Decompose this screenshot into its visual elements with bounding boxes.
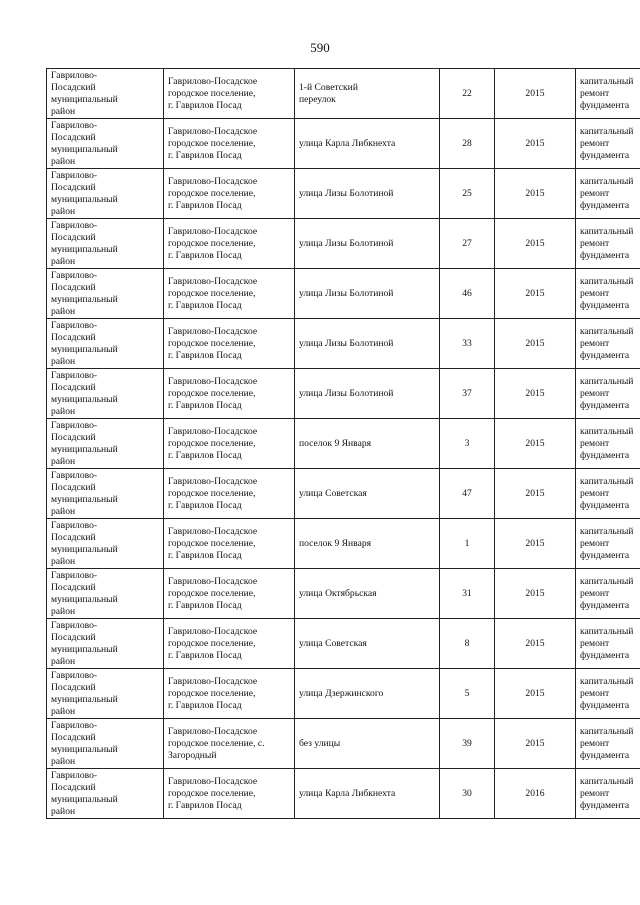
street-cell: [295, 369, 440, 419]
district-cell: [47, 569, 164, 619]
street-text: улица Октябрьская: [299, 587, 377, 599]
table-row: [47, 169, 640, 219]
district-text: Гаврилово- Посадский муниципальный район: [51, 719, 118, 767]
settlement-cell: [164, 569, 295, 619]
settlement-text: Гаврилово-Посадское городское поселение, г. Гаврилов Посад: [168, 175, 258, 211]
work-type-text: капитальный ремонт фундамента: [580, 775, 634, 811]
district-cell: [47, 269, 164, 319]
work-type-cell: [576, 469, 640, 519]
district-text: Гаврилово- Посадский муниципальный район: [51, 569, 118, 617]
table-row: [47, 269, 640, 319]
year-cell: 2015: [495, 269, 576, 319]
table-row: [47, 619, 640, 669]
district-cell: [47, 219, 164, 269]
settlement-text: Гаврилово-Посадское городское поселение, г. Гаврилов Посад: [168, 425, 258, 461]
work-type-text: капитальный ремонт фундамента: [580, 725, 634, 761]
work-type-text: капитальный ремонт фундамента: [580, 175, 634, 211]
house-number-cell: 28: [440, 119, 495, 169]
street-cell: [295, 769, 440, 819]
street-cell: [295, 419, 440, 469]
settlement-cell: [164, 69, 295, 119]
work-type-text: капитальный ремонт фундамента: [580, 475, 634, 511]
district-text: Гаврилово- Посадский муниципальный район: [51, 519, 118, 567]
settlement-text: Гаврилово-Посадское городское поселение, г. Гаврилов Посад: [168, 375, 258, 411]
settlement-cell: [164, 619, 295, 669]
work-type-cell: [576, 69, 640, 119]
table-body: [47, 69, 640, 819]
work-type-cell: [576, 119, 640, 169]
district-cell: [47, 169, 164, 219]
house-number-cell: 22: [440, 69, 495, 119]
year-cell: 2015: [495, 519, 576, 569]
settlement-cell: [164, 169, 295, 219]
table-row: [47, 719, 640, 769]
work-type-cell: [576, 719, 640, 769]
street-text: улица Карла Либкнехта: [299, 787, 396, 799]
work-type-cell: [576, 519, 640, 569]
work-type-text: капитальный ремонт фундамента: [580, 575, 634, 611]
street-text: улица Дзержинского: [299, 687, 384, 699]
settlement-text: Гаврилово-Посадское городское поселение, г. Гаврилов Посад: [168, 575, 258, 611]
settlement-text: Гаврилово-Посадское городское поселение, г. Гаврилов Посад: [168, 675, 258, 711]
house-number-cell: 27: [440, 219, 495, 269]
district-text: Гаврилово- Посадский муниципальный район: [51, 419, 118, 467]
house-number-cell: 37: [440, 369, 495, 419]
house-number-cell: 3: [440, 419, 495, 469]
district-text: Гаврилово- Посадский муниципальный район: [51, 769, 118, 817]
settlement-text: Гаврилово-Посадское городское поселение, г. Гаврилов Посад: [168, 325, 258, 361]
settlement-cell: [164, 119, 295, 169]
street-cell: [295, 269, 440, 319]
street-text: поселок 9 Января: [299, 537, 372, 549]
street-cell: [295, 219, 440, 269]
work-type-cell: [576, 369, 640, 419]
street-cell: [295, 69, 440, 119]
work-type-cell: [576, 169, 640, 219]
house-number-cell: 33: [440, 319, 495, 369]
work-type-cell: [576, 619, 640, 669]
table-row: [47, 219, 640, 269]
district-text: Гаврилово- Посадский муниципальный район: [51, 469, 118, 517]
year-cell: 2015: [495, 669, 576, 719]
street-cell: [295, 619, 440, 669]
work-type-text: капитальный ремонт фундамента: [580, 325, 634, 361]
district-cell: [47, 319, 164, 369]
street-cell: [295, 719, 440, 769]
house-number-cell: 46: [440, 269, 495, 319]
work-type-cell: [576, 669, 640, 719]
settlement-text: Гаврилово-Посадское городское поселение, с. Загородный: [168, 725, 265, 761]
street-text: улица Лизы Болотиной: [299, 237, 394, 249]
street-cell: [295, 169, 440, 219]
house-number-cell: 1: [440, 519, 495, 569]
district-cell: [47, 769, 164, 819]
settlement-cell: [164, 519, 295, 569]
settlement-cell: [164, 469, 295, 519]
street-text: 1-й Советский переулок: [299, 81, 358, 105]
year-cell: 2015: [495, 369, 576, 419]
district-text: Гаврилово- Посадский муниципальный район: [51, 69, 118, 117]
district-text: Гаврилово- Посадский муниципальный район: [51, 369, 118, 417]
house-number-cell: 31: [440, 569, 495, 619]
year-cell: 2016: [495, 769, 576, 819]
table-row: [47, 569, 640, 619]
street-cell: [295, 519, 440, 569]
district-text: Гаврилово- Посадский муниципальный район: [51, 269, 118, 317]
work-type-cell: [576, 319, 640, 369]
work-type-cell: [576, 419, 640, 469]
street-text: улица Лизы Болотиной: [299, 187, 394, 199]
settlement-text: Гаврилово-Посадское городское поселение, г. Гаврилов Посад: [168, 475, 258, 511]
work-type-text: капитальный ремонт фундамента: [580, 75, 634, 111]
district-text: Гаврилово- Посадский муниципальный район: [51, 169, 118, 217]
house-number-cell: 30: [440, 769, 495, 819]
settlement-cell: [164, 719, 295, 769]
district-cell: [47, 369, 164, 419]
settlement-cell: [164, 219, 295, 269]
house-number-cell: 8: [440, 619, 495, 669]
year-cell: 2015: [495, 469, 576, 519]
street-cell: [295, 569, 440, 619]
settlement-text: Гаврилово-Посадское городское поселение, г. Гаврилов Посад: [168, 125, 258, 161]
settlement-text: Гаврилово-Посадское городское поселение, г. Гаврилов Посад: [168, 625, 258, 661]
street-text: улица Лизы Болотиной: [299, 337, 394, 349]
settlement-cell: [164, 369, 295, 419]
street-text: улица Лизы Болотиной: [299, 387, 394, 399]
table-row: [47, 469, 640, 519]
year-cell: 2015: [495, 619, 576, 669]
settlement-cell: [164, 269, 295, 319]
street-text: без улицы: [299, 737, 341, 749]
district-cell: [47, 619, 164, 669]
settlement-cell: [164, 419, 295, 469]
settlement-text: Гаврилово-Посадское городское поселение, г. Гаврилов Посад: [168, 275, 258, 311]
street-text: улица Карла Либкнехта: [299, 137, 396, 149]
settlement-text: Гаврилово-Посадское городское поселение, г. Гаврилов Посад: [168, 525, 258, 561]
work-type-cell: [576, 769, 640, 819]
district-cell: [47, 669, 164, 719]
district-cell: [47, 719, 164, 769]
settlement-cell: [164, 319, 295, 369]
house-number-cell: 47: [440, 469, 495, 519]
district-cell: [47, 519, 164, 569]
work-type-cell: [576, 219, 640, 269]
settlement-cell: [164, 669, 295, 719]
table-row: [47, 419, 640, 469]
district-text: Гаврилово- Посадский муниципальный район: [51, 219, 118, 267]
work-type-text: капитальный ремонт фундамента: [580, 125, 634, 161]
street-cell: [295, 319, 440, 369]
district-cell: [47, 69, 164, 119]
work-type-text: капитальный ремонт фундамента: [580, 275, 634, 311]
year-cell: 2015: [495, 119, 576, 169]
work-type-text: капитальный ремонт фундамента: [580, 375, 634, 411]
table-row: [47, 519, 640, 569]
table-row: [47, 769, 640, 819]
house-number-cell: 25: [440, 169, 495, 219]
street-text: улица Советская: [299, 487, 367, 499]
district-text: Гаврилово- Посадский муниципальный район: [51, 619, 118, 667]
house-number-cell: 5: [440, 669, 495, 719]
year-cell: 2015: [495, 419, 576, 469]
housing-repair-table: [46, 68, 640, 819]
work-type-text: капитальный ремонт фундамента: [580, 675, 634, 711]
district-text: Гаврилово- Посадский муниципальный район: [51, 669, 118, 717]
table-row: [47, 119, 640, 169]
page-number: 590: [310, 40, 330, 55]
work-type-text: капитальный ремонт фундамента: [580, 625, 634, 661]
work-type-text: капитальный ремонт фундамента: [580, 425, 634, 461]
year-cell: 2015: [495, 219, 576, 269]
street-cell: [295, 669, 440, 719]
table-row: [47, 319, 640, 369]
district-text: Гаврилово- Посадский муниципальный район: [51, 319, 118, 367]
work-type-cell: [576, 569, 640, 619]
table-row: [47, 369, 640, 419]
settlement-cell: [164, 769, 295, 819]
settlement-text: Гаврилово-Посадское городское поселение, г. Гаврилов Посад: [168, 75, 258, 111]
district-cell: [47, 469, 164, 519]
district-cell: [47, 119, 164, 169]
district-text: Гаврилово- Посадский муниципальный район: [51, 119, 118, 167]
table-row: [47, 669, 640, 719]
year-cell: 2015: [495, 169, 576, 219]
street-text: поселок 9 Января: [299, 437, 372, 449]
work-type-cell: [576, 269, 640, 319]
work-type-text: капитальный ремонт фундамента: [580, 225, 634, 261]
table-row: [47, 69, 640, 119]
street-cell: [295, 469, 440, 519]
work-type-text: капитальный ремонт фундамента: [580, 525, 634, 561]
street-text: улица Советская: [299, 637, 367, 649]
street-cell: [295, 119, 440, 169]
year-cell: 2015: [495, 69, 576, 119]
year-cell: 2015: [495, 319, 576, 369]
street-text: улица Лизы Болотиной: [299, 287, 394, 299]
house-number-cell: 39: [440, 719, 495, 769]
year-cell: 2015: [495, 569, 576, 619]
settlement-text: Гаврилово-Посадское городское поселение, г. Гаврилов Посад: [168, 225, 258, 261]
year-cell: 2015: [495, 719, 576, 769]
district-cell: [47, 419, 164, 469]
settlement-text: Гаврилово-Посадское городское поселение, г. Гаврилов Посад: [168, 775, 258, 811]
